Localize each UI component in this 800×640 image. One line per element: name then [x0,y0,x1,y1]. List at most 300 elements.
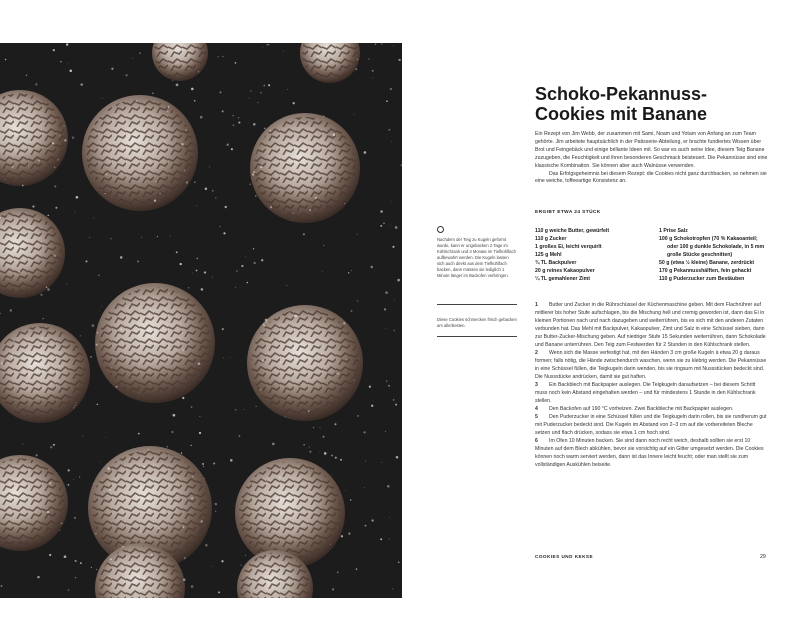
sugar-speck [31,532,32,533]
sugar-speck [191,445,192,446]
recipe-yield: ERGIBT ETWA 24 STÜCK [535,210,601,215]
sugar-speck [181,452,182,453]
sugar-speck [80,83,82,85]
sugar-speck [390,88,392,90]
sugar-speck [59,135,60,136]
sugar-speck [171,431,173,433]
sugar-speck [385,328,386,329]
sugar-speck [252,173,254,175]
sugar-speck [172,554,173,555]
sugar-speck [332,588,334,590]
sugar-speck [67,63,68,64]
sugar-speck [241,565,242,566]
sugar-speck [219,91,221,93]
sugar-speck [372,78,373,79]
sugar-speck [222,56,223,57]
sugar-speck [140,530,142,532]
sugar-speck [256,406,257,407]
sugar-speck [92,324,95,327]
sugar-speck [120,328,122,330]
sugar-speck [145,334,147,336]
cookie-cracks [86,99,194,207]
sugar-speck [198,71,199,72]
sugar-speck [280,496,281,497]
sugar-speck [7,231,8,232]
sugar-speck [246,282,248,284]
tip-serving: Diese Cookies schmecken frisch gebacken am allerbesten. [437,317,517,328]
sugar-speck [265,481,267,483]
sugar-speck [30,103,31,104]
sugar-speck [46,165,47,166]
recipe-step [535,349,769,381]
intro-paragraph: Ein Rezept von Jim Webb, der zusammen mit Sami, Noam und Yotam von Anfang an zum Team gehörte. Jim arbeitete hauptsächlich in der Patisserie-Abteilung, er brachte fundiertes Wissen über Brot und Feingebäck und einige brillante Ideen mit. So war es auch seine Idee, diesem Teig Banane zuzugeben, die Feuchtigkeit und ihren besonderen Geschmack beisteuert. Die Pekannüsse sind eine klassische Kombination. Sie können aber auch Walnüsse verwenden. [535,131,768,169]
sugar-speck [96,569,97,570]
sugar-speck [182,397,184,399]
recipe-intro [535,131,768,186]
sugar-speck [58,365,60,367]
sugar-speck [209,167,210,168]
sugar-speck [76,403,77,404]
sugar-speck [279,476,282,479]
sugar-speck [394,330,395,331]
sugar-speck [193,48,194,49]
sugar-speck [29,469,31,471]
cookie-cracks [99,287,211,399]
sugar-speck [117,111,118,112]
tip-divider [437,304,517,305]
sugar-speck [293,102,295,104]
sugar-speck [200,520,202,522]
sugar-speck [142,332,144,334]
sugar-speck [368,58,369,59]
sugar-speck [37,576,40,579]
sugar-speck [105,173,107,175]
sugar-speck [98,275,99,276]
sugar-speck [323,245,324,246]
sugar-speck [354,380,355,381]
sugar-speck [188,287,189,288]
sugar-speck [75,560,77,562]
ingredient: 110 g weiche Butter, gewürfelt [535,228,610,234]
sugar-speck [348,272,349,273]
sugar-speck [76,196,79,199]
sugar-speck [270,206,272,208]
sugar-speck [131,326,132,327]
sugar-speck [295,560,296,561]
sugar-speck [137,260,139,262]
sugar-speck [97,404,98,405]
sugar-speck [26,75,27,76]
sugar-speck [110,238,111,239]
sugar-speck [286,526,287,527]
sugar-speck [263,323,266,326]
sugar-speck [263,85,265,87]
sugar-speck [144,574,145,575]
sugar-speck [93,483,94,484]
sugar-speck [391,225,392,226]
sugar-speck [33,488,34,489]
sugar-speck [105,193,106,194]
sugar-speck [204,271,206,273]
sugar-speck [80,335,81,336]
sugar-speck [64,139,67,142]
sugar-speck [55,207,57,209]
sugar-speck [261,259,263,261]
step-number: 2 [535,350,538,356]
sugar-speck [204,478,205,479]
sugar-speck [268,84,270,86]
sugar-speck [173,414,176,417]
ingredient: ¼ TL gemahlener Zimt [535,276,590,282]
ingredient: große Stücke geschnitten) [667,252,733,258]
sugar-speck [32,205,34,207]
sugar-speck [41,336,44,339]
sugar-speck [364,151,367,154]
sugar-speck [34,235,35,236]
sugar-speck [167,48,169,50]
sugar-speck [158,527,160,529]
sugar-speck [386,100,388,102]
sugar-speck [46,286,48,288]
sugar-speck [309,209,311,211]
ingredient: 170 g Pekannusshälften, fein gehackt [659,268,752,274]
sugar-speck [196,270,198,272]
sugar-speck [346,358,347,359]
sugar-speck [341,60,342,61]
sugar-speck [74,517,76,519]
sugar-speck [5,59,7,61]
sugar-speck [356,568,357,569]
sugar-speck [181,143,183,145]
section-label: COOKIES UND KEKSE [535,554,594,559]
sugar-speck [369,386,371,388]
sugar-speck [250,592,252,594]
sugar-speck [38,160,40,162]
sugar-speck [386,380,387,381]
sugar-speck [215,197,216,198]
ingredients-left [535,227,650,283]
sugar-speck [397,279,400,282]
step-text: Ein Backblech mit Backpapier auslegen. Die Teigkugeln daraufsetzen – bei diesem Schritt muss noch kein Abstand eingehalten werden – und für mindestens 1 Stunde in den Kühlschrank stellen. [535,382,756,404]
sugar-speck [182,526,184,528]
sugar-speck [42,318,44,320]
sugar-speck [245,256,246,257]
sugar-speck [232,115,233,116]
sugar-speck [180,263,182,265]
sugar-speck [64,555,67,558]
sugar-speck [253,248,254,249]
sugar-speck [317,118,318,119]
sugar-speck [120,256,123,259]
sugar-speck [75,405,76,406]
step-text: Im Ofen 10 Minuten backen. Sie sind dann noch recht weich, deshalb sollten sie erst 10 Minuten auf dem Blech abkühlen, bevor sie vorsichtig auf ein Gitter umgesetzt werden. Die Cookies können noch warm serviert werden, dann ist das Innere leicht feucht; oder man stellt sie zum vollständigen Auskühlen beiseite. [535,438,764,468]
sugar-speck [90,356,92,358]
sugar-speck [230,357,231,358]
sugar-speck [348,533,350,535]
sugar-speck [282,502,285,505]
sugar-speck [35,454,37,456]
sugar-speck [398,561,400,563]
sugar-speck [172,80,173,81]
sugar-speck [255,195,257,197]
sugar-speck [128,551,129,552]
ingredient: 20 g reines Kakaopulver [535,268,595,274]
sugar-speck [280,361,282,363]
sugar-speck [331,474,332,475]
sugar-speck [185,129,187,131]
sugar-speck [61,523,63,525]
sugar-speck [351,310,353,312]
sugar-speck [9,504,10,505]
sugar-speck [380,225,382,227]
sugar-speck [396,456,399,459]
sugar-speck [226,143,228,145]
sugar-speck [73,407,74,408]
sugar-speck [266,321,268,323]
sugar-speck [11,166,14,169]
recipe-step [535,405,769,413]
sugar-speck [258,564,259,565]
sugar-speck [286,285,287,286]
sugar-speck [221,560,223,562]
sugar-speck [107,573,108,574]
sugar-speck [236,270,237,271]
sugar-speck [0,313,1,315]
ingredient: 50 g (etwa ½ kleine) Banane, zerdrückt [659,260,755,266]
ingredient: ¾ TL Backpulver [535,260,577,266]
sugar-speck [109,575,111,577]
sugar-speck [105,564,106,565]
sugar-speck [283,51,284,52]
sugar-speck [133,149,134,150]
sugar-speck [162,166,163,167]
sugar-speck [122,546,124,548]
sugar-speck [176,508,178,510]
sugar-speck [235,62,237,64]
sugar-speck [53,444,55,446]
tip-storage: Nachdem der Teig zu Kugeln geformt wurde, kann er ungebacken 2 Tage im Kühlschrank und 3 Monate im Tiefkühlfach aufbewahrt werden. Die Kugeln lassen sich auch direkt aus dem Tiefkühlfach backen, dann müssen sie lediglich 1 Minute länger im Backofen verbringen. [437,237,516,278]
sugar-speck [333,141,334,142]
sugar-speck [393,399,395,401]
sugar-speck [350,499,351,500]
sugar-speck [75,211,76,212]
sugar-speck [85,260,87,262]
sugar-speck [387,485,390,488]
sugar-speck [102,98,103,99]
sugar-speck [337,572,338,573]
sugar-speck [231,148,233,150]
sugar-speck [322,271,323,272]
sugar-speck [272,443,275,446]
sugar-speck [312,188,313,189]
sugar-speck [293,213,294,214]
sugar-speck [258,102,259,103]
sugar-speck [249,122,250,123]
sugar-speck [25,240,26,241]
recipe-title: Schoko-Pekannuss-Cookies mit Banane [535,84,708,124]
sugar-speck [235,287,236,288]
sugar-speck [9,233,11,235]
sugar-speck [285,417,286,418]
sugar-speck [365,525,367,527]
sugar-speck [272,568,273,569]
cookie-cracks [254,117,356,219]
sugar-speck [389,517,390,518]
sugar-speck [151,336,153,338]
sugar-speck [295,315,298,318]
cookie-cracks [239,462,341,564]
sugar-speck [388,385,390,387]
sugar-speck [56,133,57,134]
sugar-speck [394,299,395,300]
sugar-speck [265,319,268,322]
sugar-speck [372,70,374,72]
sugar-speck [54,255,56,257]
sugar-speck [192,273,193,274]
page-number: 29 [760,554,766,560]
sugar-speck [53,49,55,51]
ingredient: 110 g Puderzucker zum Bestäuben [659,276,745,282]
sugar-speck [392,246,394,248]
sugar-speck [243,409,244,410]
recipe-steps [535,301,769,469]
sugar-speck [395,404,397,406]
sugar-speck [16,479,19,482]
sugar-speck [283,340,284,341]
sugar-speck [241,265,243,267]
sugar-speck [262,359,265,362]
sugar-speck [68,469,70,471]
sugar-speck [238,117,239,118]
sugar-speck [267,44,269,46]
sugar-speck [182,349,185,352]
sugar-speck [215,503,217,505]
sugar-speck [151,554,153,556]
sugar-speck [357,59,358,60]
sugar-speck [133,58,134,59]
sugar-speck [183,578,186,581]
sugar-speck [327,383,329,385]
sugar-speck [20,238,21,239]
sugar-speck [20,247,22,249]
sugar-speck [202,463,204,465]
sugar-speck [253,262,255,264]
sugar-speck [168,106,170,108]
sugar-speck [66,283,67,284]
sugar-speck [95,533,97,535]
step-number: 4 [535,406,538,412]
sugar-speck [167,343,168,344]
sugar-speck [264,127,266,129]
sugar-speck [249,98,250,99]
sugar-speck [222,328,224,330]
sugar-speck [212,277,213,278]
sugar-speck [79,476,80,477]
sugar-speck [159,150,161,152]
sugar-speck [96,344,98,346]
sugar-speck [351,270,352,271]
sugar-speck [97,332,99,334]
sugar-speck [381,43,382,44]
sugar-speck [249,184,251,186]
sugar-speck [54,185,56,187]
sugar-speck [109,489,111,491]
sugar-speck [212,566,213,567]
sugar-speck [73,479,74,480]
sugar-speck [287,89,288,90]
sugar-speck [198,362,201,365]
sugar-speck [314,183,315,184]
sugar-speck [197,258,198,259]
step-number: 1 [535,302,538,308]
sugar-speck [167,347,169,349]
sugar-speck [91,567,92,568]
sugar-speck [357,234,358,235]
sugar-speck [116,386,118,388]
sugar-speck [125,496,127,498]
sugar-speck [238,435,240,437]
sugar-speck [233,124,235,126]
sugar-speck [40,294,42,296]
sugar-speck [13,340,15,342]
sugar-speck [168,293,169,294]
sugar-speck [28,166,29,167]
sugar-speck [343,322,345,324]
sugar-speck [280,467,282,469]
sugar-speck [152,92,154,94]
sugar-speck [23,154,24,155]
sugar-speck [223,232,225,234]
sugar-speck [215,511,216,512]
sugar-speck [345,490,346,491]
sugar-speck [52,142,54,144]
sugar-speck [222,110,224,112]
sugar-speck [136,100,138,102]
recipe-step [535,413,769,437]
sugar-speck [155,181,156,182]
sugar-speck [170,235,171,236]
sugar-speck [260,92,262,94]
sugar-speck [99,461,100,462]
sugar-speck [60,61,62,63]
sugar-speck [203,466,204,467]
sugar-speck [317,56,319,58]
step-number: 6 [535,438,538,444]
sugar-speck [35,83,37,85]
sugar-speck [335,423,337,425]
sugar-speck [309,446,310,447]
sugar-speck [265,525,266,526]
sugar-speck [313,427,314,428]
sugar-speck [365,461,366,462]
sugar-speck [110,558,112,560]
sugar-speck [392,588,393,589]
sugar-speck [324,452,327,455]
sugar-speck [160,200,161,201]
sugar-speck [308,410,310,412]
sugar-speck [176,251,178,253]
sugar-speck [194,100,196,102]
sugar-speck [320,451,321,452]
sugar-speck [330,544,331,545]
sugar-speck [7,214,9,216]
sugar-speck [59,530,60,531]
sugar-speck [357,300,358,301]
sugar-speck [191,406,193,408]
sugar-speck [385,291,388,294]
sugar-speck [340,459,342,461]
clock-icon [437,226,444,233]
